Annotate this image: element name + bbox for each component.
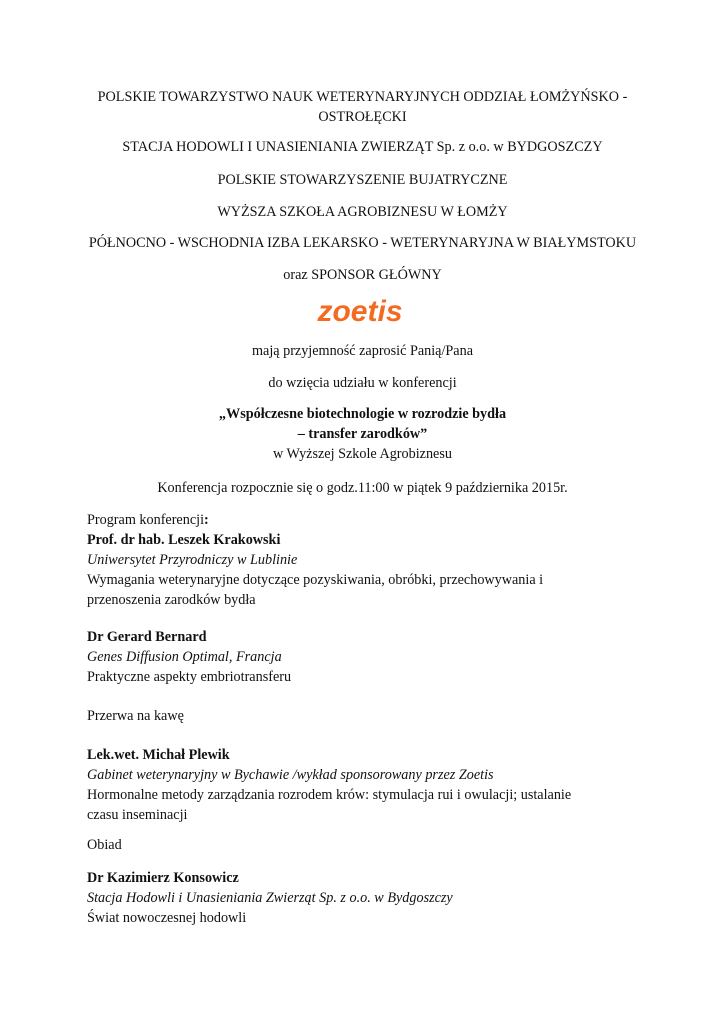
conference-start: Konferencja rozpocznie się o godz.11:00 w piątek 9 października 2015r. <box>157 480 568 496</box>
speaker-name: Prof. dr hab. Leszek Krakowski <box>87 532 281 548</box>
org-izba: PÓŁNOCNO - WSCHODNIA IZBA LEKARSKO - WETERYNARYJNA W BIAŁYMSTOKU <box>88 235 637 251</box>
org-psb: POLSKIE STOWARZYSZENIE BUJATRYCZNE <box>217 172 508 188</box>
conference-venue: w Wyższej Szkole Agrobiznesu <box>273 446 452 462</box>
org-ptnw-line1: POLSKIE TOWARZYSTWO NAUK WETERYNARYJNYCH ODDZIAŁ ŁOMŻYŃSKO - <box>97 89 628 105</box>
invite-line2: do wzięcia udziału w konferencji <box>268 375 457 391</box>
speaker-affiliation: Stacja Hodowli i Unasieniania Zwierząt Sp. z o.o. w Bydgoszczy <box>87 890 453 906</box>
lunch-break: Obiad <box>87 837 122 853</box>
program-heading-colon: : <box>204 512 209 528</box>
lecture-topic-line1: Świat nowoczesnej hodowli <box>87 910 247 926</box>
lecture-topic-line1: Praktyczne aspekty embriotransferu <box>87 669 292 685</box>
zoetis-logo <box>290 296 430 328</box>
lecture-topic-line2: czasu inseminacji <box>87 807 188 823</box>
speaker-name: Lek.wet. Michał Plewik <box>87 747 230 763</box>
lecture-topic-line1: Hormonalne metody zarządzania rozrodem krów: stymulacja rui i owulacji; ustalanie <box>87 787 572 803</box>
speaker-name: Dr Gerard Bernard <box>87 629 207 645</box>
program-heading-text: Program konferencji <box>87 512 205 528</box>
lecture-topic-line2: przenoszenia zarodków bydła <box>87 592 256 608</box>
speaker-affiliation: Uniwersytet Przyrodniczy w Lublinie <box>87 552 298 568</box>
program-heading <box>87 510 647 530</box>
zoetis-logo-text: zoetis <box>317 296 403 328</box>
speaker-affiliation: Gabinet weterynaryjny w Bychawie /wykład sponsorowany przez Zoetis <box>87 767 494 783</box>
invite-line1: mają przyjemność zaprosić Panią/Pana <box>251 343 473 359</box>
speaker-name: Dr Kazimierz Konsowicz <box>87 870 239 886</box>
conference-title-line1: „Współczesne biotechnologie w rozrodzie bydła <box>218 406 507 422</box>
org-wsa: WYŻSZA SZKOŁA AGROBIZNESU W ŁOMŻY <box>217 204 508 220</box>
sponsor-label: oraz SPONSOR GŁÓWNY <box>283 267 442 283</box>
speaker-affiliation: Genes Diffusion Optimal, Francja <box>87 649 282 665</box>
conference-title-line2: – transfer zarodków” <box>297 426 428 442</box>
org-ptnw-line2: OSTROŁĘCKI <box>318 109 407 125</box>
lecture-topic-line1: Wymagania weterynaryjne dotyczące pozyskiwania, obróbki, przechowywania i <box>87 572 544 588</box>
coffee-break: Przerwa na kawę <box>87 708 184 724</box>
org-shiuz: STACJA HODOWLI I UNASIENIANIA ZWIERZĄT Sp. z o.o. w BYDGOSZCZY <box>122 139 603 155</box>
